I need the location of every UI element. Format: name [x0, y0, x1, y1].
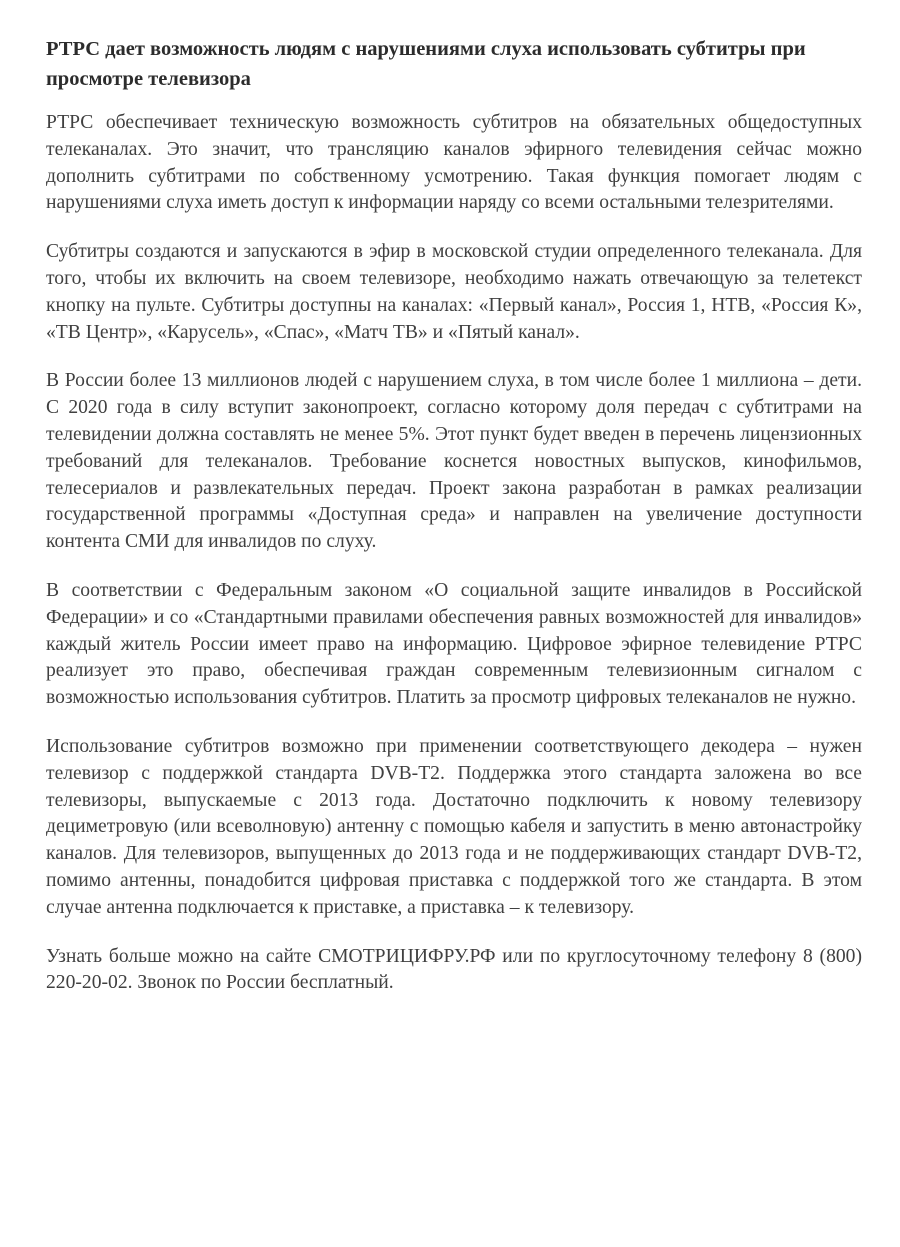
paragraph-contact-info: Узнать больше можно на сайте СМОТРИЦИФРУ.РФ или по круглосуточному телефону 8 (800) 220-20-02. Звонок по России бесплатный. — [46, 945, 862, 994]
paragraph-decoder-requirements: Использование субтитров возможно при применении соответствующего декодера – нужен телевизор с поддержкой стандарта DVB-T2. Поддержка этого стандарта заложена во все телевизоры, выпускаемые с 2013 года. Достаточно подключить к новому телевизору дециметровую (или всеволновую) антенну с помощью кабеля и запустить в меню автонастройку каналов. Для телевизоров, выпущенных до 2013 года и не поддерживающих стандарт DVB-T2, помимо антенны, понадобится цифровая приставка с поддержкой того же стандарта. В этом случае антенна подключается к приставке, а приставка – к телевизору. — [46, 735, 862, 918]
document-page — [46, 34, 862, 1019]
paragraph-subtitles-capability: РТРС обеспечивает техническую возможность субтитров на обязательных общедоступных телеканалах. Это значит, что трансляцию каналов эфирного телевидения сейчас можно дополнить субтитрами по собственному усмотрению. Такая функция помогает людям с нарушениями слуха иметь доступ к информации наряду со всеми остальными телезрителями. — [46, 112, 862, 214]
paragraph-statistics-law: В России более 13 миллионов людей с нарушением слуха, в том числе более 1 миллиона – дети. С 2020 года в силу вступит законопроект, согласно которому доля передач с субтитрами на телевидении должна составлять не менее 5%. Этот пункт будет введен в перечень лицензионных требований для телеканалов. Требование коснется новостных выпусков, кинофильмов, телесериалов и развлекательных передач. Проект закона разработан в рамках реализации государственной программы «Доступная среда» и направлен на увеличение доступности контента СМИ для инвалидов по слуху. — [46, 370, 862, 553]
paragraph-how-to-enable: Субтитры создаются и запускаются в эфир в московской студии определенного телеканала. Для того, чтобы их включить на своем телевизоре, необходимо нажать отвечающую за телетекст кнопку на пульте. Субтитры доступны на каналах: «Первый канал», Россия 1, НТВ, «Россия К», «ТВ Центр», «Карусель», «Спас», «Матч ТВ» и «Пятый канал». — [46, 241, 862, 343]
paragraph-federal-law: В соответствии с Федеральным законом «О социальной защите инвалидов в Российской Федерации» и со «Стандартными правилами обеспечения равных возможностей для инвалидов» каждый житель России имеет право на информацию. Цифровое эфирное телевидение РТРС реализует это право, обеспечивая граждан современным телевизионным сигналом с возможностью использования субтитров. Платить за просмотр цифровых телеканалов не нужно. — [46, 579, 862, 709]
document-title: РТРС дает возможность людям с нарушениями слуха использовать субтитры при просмотре телевизора — [46, 38, 806, 90]
